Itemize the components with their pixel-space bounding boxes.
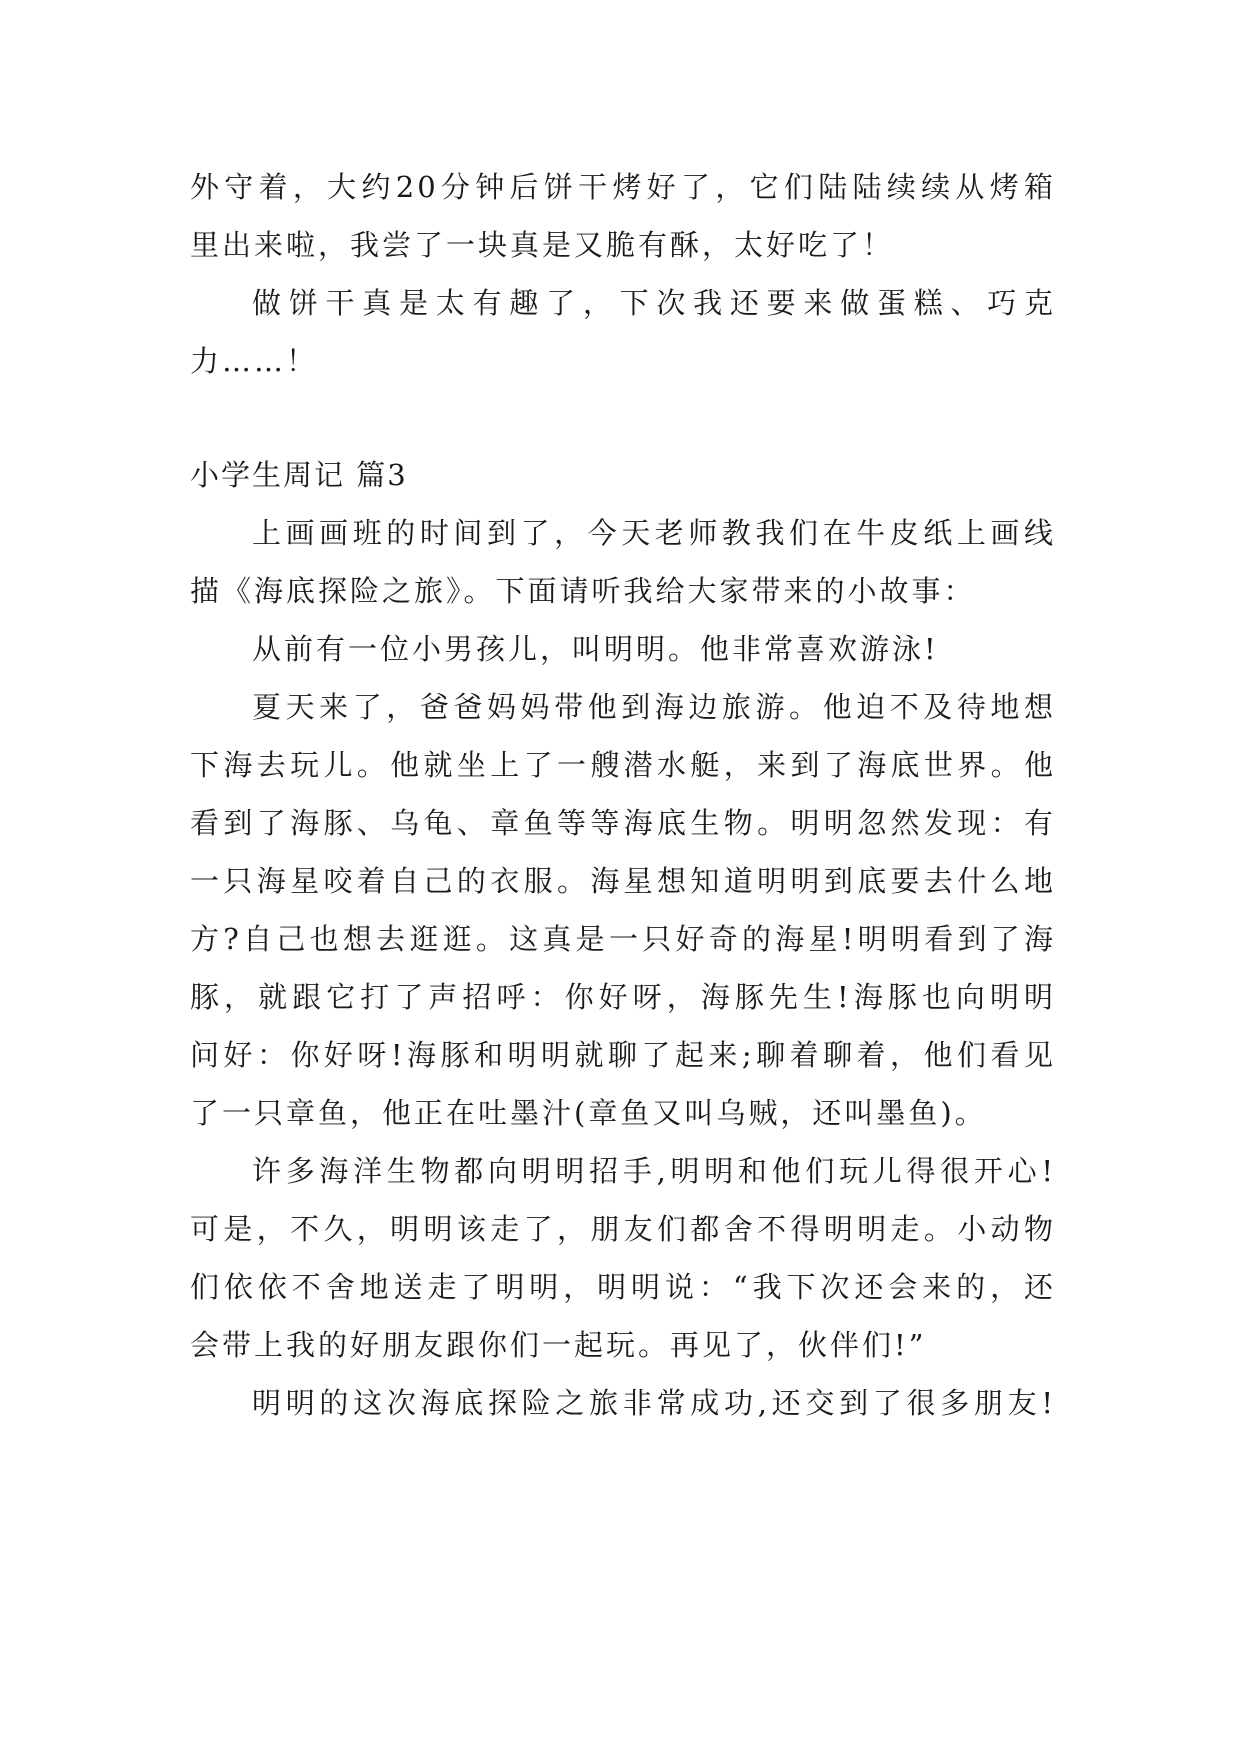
paragraph-line: 上画画班的时间到了，今天老师教我们在牛皮纸上画线 — [252, 516, 1056, 550]
paragraph-line: 从前有一位小男孩儿，叫明明。他非常喜欢游泳! — [252, 632, 939, 666]
paragraph-line: 方?自己也想去逛逛。这真是一只好奇的海星!明明看到了海 — [190, 922, 1056, 956]
paragraph-line: 问好：你好呀!海豚和明明就聊了起来;聊着聊着，他们看见 — [190, 1038, 1056, 1072]
section-title: 小学生周记 篇3 — [190, 458, 408, 492]
document-page — [190, 158, 1056, 1432]
paragraph-line: 里出来啦，我尝了一块真是又脆有酥，太好吃了！ — [190, 228, 895, 262]
paragraph-line: 一只海星咬着自己的衣服。海星想知道明明到底要去什么地 — [190, 864, 1056, 898]
paragraph-line: 力……！ — [190, 344, 319, 378]
paragraph-line: 许多海洋生物都向明明招手,明明和他们玩儿得很开心! — [252, 1154, 1056, 1188]
previous-section — [190, 158, 1056, 390]
journal-section — [190, 446, 1056, 1432]
paragraph-line: 们依依不舍地送走了明明，明明说：“我下次还会来的，还 — [190, 1270, 1056, 1304]
paragraph-line: 做饼干真是太有趣了，下次我还要来做蛋糕、巧克 — [252, 286, 1056, 320]
paragraph-line: 外守着，大约20分钟后饼干烤好了，它们陆陆续续从烤箱 — [190, 170, 1056, 204]
paragraph-line: 可是，不久，明明该走了，朋友们都舍不得明明走。小动物 — [190, 1212, 1056, 1246]
paragraph-line: 会带上我的好朋友跟你们一起玩。再见了，伙伴们!” — [190, 1328, 927, 1362]
paragraph-line: 描《海底探险之旅》。下面请听我给大家带来的小故事： — [190, 574, 976, 608]
paragraph-line: 夏天来了，爸爸妈妈带他到海边旅游。他迫不及待地想 — [252, 690, 1056, 724]
paragraph-line: 明明的这次海底探险之旅非常成功,还交到了很多朋友! — [252, 1386, 1056, 1420]
paragraph-line: 看到了海豚、乌龟、章鱼等等海底生物。明明忽然发现：有 — [190, 806, 1056, 840]
paragraph-line: 豚，就跟它打了声招呼：你好呀，海豚先生!海豚也向明明 — [190, 980, 1056, 1014]
paragraph-line: 了一只章鱼，他正在吐墨汁(章鱼又叫乌贼，还叫墨鱼)。 — [190, 1096, 987, 1130]
paragraph-line: 下海去玩儿。他就坐上了一艘潜水艇，来到了海底世界。他 — [190, 748, 1056, 782]
section-spacer — [190, 390, 1056, 446]
